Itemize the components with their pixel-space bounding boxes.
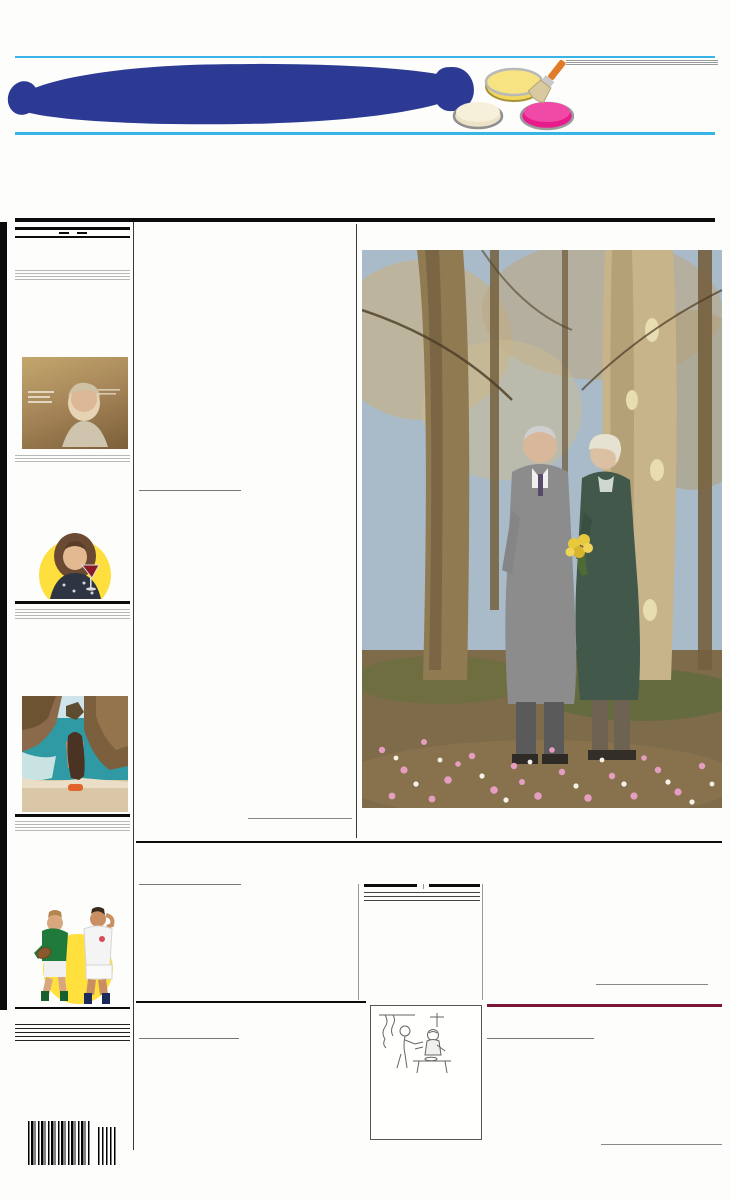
sidebar-headline-line [15,458,130,461]
sidebar-item-wine[interactable] [15,453,130,465]
sidebar-item-stella[interactable] [15,268,130,283]
index-rule [15,1007,130,1009]
stat-change [364,896,480,897]
portugal-beach-photo [22,696,128,812]
jabs-byline [139,884,241,887]
tory-rule [487,1004,722,1007]
index-table [15,1024,130,1041]
liverpool-rule [136,1001,366,1003]
lead-byline [139,490,241,493]
liverpool-column-1 [139,1052,239,1152]
promo-line [566,64,718,66]
lead-crossref[interactable] [248,818,352,821]
tory-column-1 [487,1052,594,1152]
jabs-column-1 [139,906,241,1002]
wine-writer-photo [22,523,128,599]
liverpool-byline [139,1038,239,1041]
lead-column-2 [248,484,352,806]
lead-photo-divider [356,224,357,838]
sidebar-headline-line [15,827,130,830]
stat-deaths [364,900,480,901]
promo-paint-stroke [14,61,467,127]
stat-first-dose [364,884,417,889]
masthead-rule [15,218,715,222]
covid-stats-panel [364,884,480,903]
jabs-column-3 [488,884,590,1002]
sidebar-rule [15,814,130,817]
inside-dash [59,232,69,234]
rugby-photo [22,905,128,1004]
promo-script-text [40,69,470,75]
stat-second-dose [423,884,480,889]
lead-column-1 [139,512,241,838]
stella-magazine-cover [22,357,128,449]
stat-rule [364,900,480,901]
stat-daily-cases [364,892,480,893]
page-edge-bar [0,222,7,1010]
stats-divider-right [482,884,483,1000]
matt-cartoon-box [370,1005,482,1140]
royal-couple-photo [362,250,722,808]
sidebar-headline-line [15,276,130,279]
sidebar-divider [133,222,134,1150]
matt-cartoon-drawing [371,1009,479,1075]
barcode-addon [98,1127,116,1165]
promo-subhead [566,60,718,66]
tory-column-2 [601,1040,722,1132]
sidebar-headline-line [15,615,130,618]
jabs-column-2 [248,890,352,1002]
jabs-crossref[interactable] [596,984,708,987]
stat-bar [429,884,480,887]
stella-cover-photo [22,369,128,449]
sidebar-inside-header [15,227,130,238]
sidebar-item-travel[interactable] [15,607,130,622]
sidebar-item-sport[interactable] [15,819,130,834]
tory-byline [487,1038,594,1041]
paint-cans-illustration [452,60,574,134]
inside-dash [77,232,87,234]
stat-rule [364,892,480,893]
cyan-rule-bottom [15,132,715,135]
barcode-main [28,1121,90,1165]
tory-crossref[interactable] [601,1144,722,1147]
stats-divider-left [358,884,359,1000]
jabs-column-4 [596,884,708,972]
cyan-rule-top [15,56,715,58]
barcode [28,1113,120,1175]
jabs-rule [136,841,722,843]
stat-bar [364,884,417,887]
stat-rule [364,896,480,897]
index-row[interactable] [15,1036,130,1041]
liverpool-column-2 [246,1040,350,1140]
sidebar-rule [15,601,130,604]
